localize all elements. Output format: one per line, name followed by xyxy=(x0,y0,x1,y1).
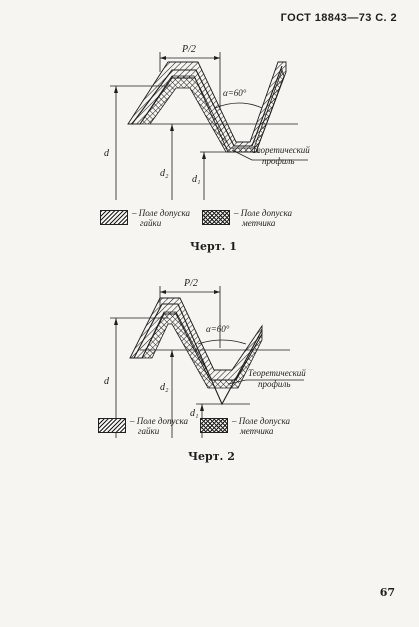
figure-2 xyxy=(0,268,419,468)
angle-arc-2 xyxy=(198,340,246,344)
pitch-label-2: P/2 xyxy=(184,278,198,289)
legend-2 xyxy=(98,416,328,444)
nut-tolerance-swatch xyxy=(100,210,128,225)
tap-tolerance-swatch xyxy=(202,210,230,225)
nut-tolerance-legend-2 xyxy=(130,416,188,436)
dim-d1-label-1: d₁ xyxy=(192,174,201,185)
nut-tolerance-legend xyxy=(132,208,190,228)
tap-legend-line1: – Поле допуска xyxy=(234,208,292,218)
nut-legend-line1: – Поле допуска xyxy=(132,208,190,218)
theoretical-label-line1: Теоретический xyxy=(252,145,310,155)
nut-legend2-line2: гайки xyxy=(138,426,160,436)
dim-d-label-2: d xyxy=(104,376,109,387)
dim-d-label-1: d xyxy=(104,148,109,159)
theoretical-profile-label-2 xyxy=(248,368,306,390)
tap-legend2-line1: – Поле допуска xyxy=(232,416,290,426)
angle-label-2: α=60° xyxy=(206,324,230,334)
tap-tolerance-legend-2 xyxy=(232,416,290,436)
dim-d1-label-2: d₁ xyxy=(190,408,199,419)
dim-d2-label-1: d₂ xyxy=(160,168,169,179)
figure-caption-2: Черт. 2 xyxy=(188,450,235,463)
angle-label-1: α=60° xyxy=(223,88,247,98)
legend-1 xyxy=(100,208,330,236)
tap-legend2-line2: метчика xyxy=(240,426,274,436)
figure-1 xyxy=(0,0,419,270)
nut-legend-line2: гайки xyxy=(140,218,162,228)
theoretical-label2-line2: профиль xyxy=(258,379,291,389)
page-number: 67 xyxy=(379,586,395,599)
pitch-label-1: P/2 xyxy=(182,44,196,55)
tap-legend-line2: метчика xyxy=(242,218,276,228)
nut-tolerance-swatch-2 xyxy=(98,418,126,433)
figure-caption-1: Черт. 1 xyxy=(190,240,237,253)
theoretical-profile-label-1 xyxy=(252,145,310,167)
tap-tolerance-swatch-2 xyxy=(200,418,228,433)
nut-legend2-line1: – Поле допуска xyxy=(130,416,188,426)
angle-arc-1 xyxy=(215,103,262,108)
tap-tolerance-legend xyxy=(234,208,292,228)
document-header: ГОСТ 18843—73 С. 2 xyxy=(280,12,397,24)
theoretical-label2-line1: Теоретический xyxy=(248,368,306,378)
theoretical-label-line2: профиль xyxy=(262,156,295,166)
dim-d2-label-2: d₂ xyxy=(160,382,169,393)
